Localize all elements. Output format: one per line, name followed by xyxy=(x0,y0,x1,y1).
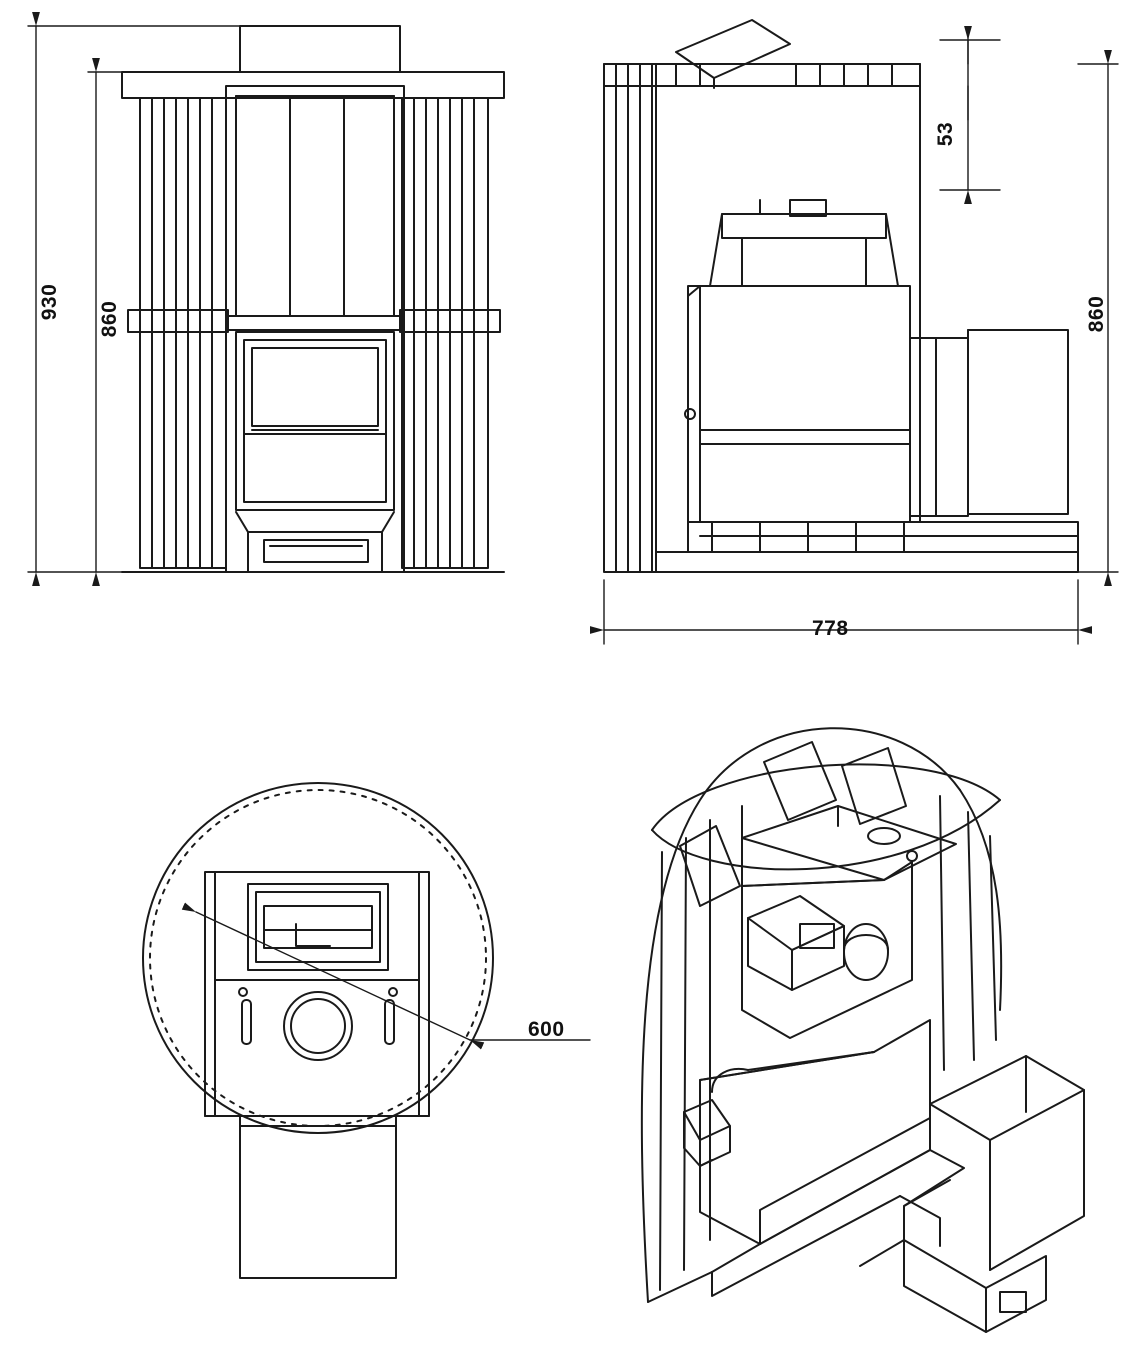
dimension-overall-height-label: 930 xyxy=(38,283,61,321)
dimension-flue-offset-label: 53 xyxy=(934,121,957,147)
dimension-overall-depth-label: 778 xyxy=(812,617,849,640)
dimension-body-height-label: 860 xyxy=(98,300,121,338)
view-side-section xyxy=(604,20,1078,572)
dimension-diameter-label: 600 xyxy=(528,1018,565,1041)
view-isometric-cutaway xyxy=(642,728,1084,1332)
view-top-plan xyxy=(143,783,493,1278)
dimension-side-height-label: 860 xyxy=(1085,295,1108,333)
view-front-elevation xyxy=(122,26,504,572)
